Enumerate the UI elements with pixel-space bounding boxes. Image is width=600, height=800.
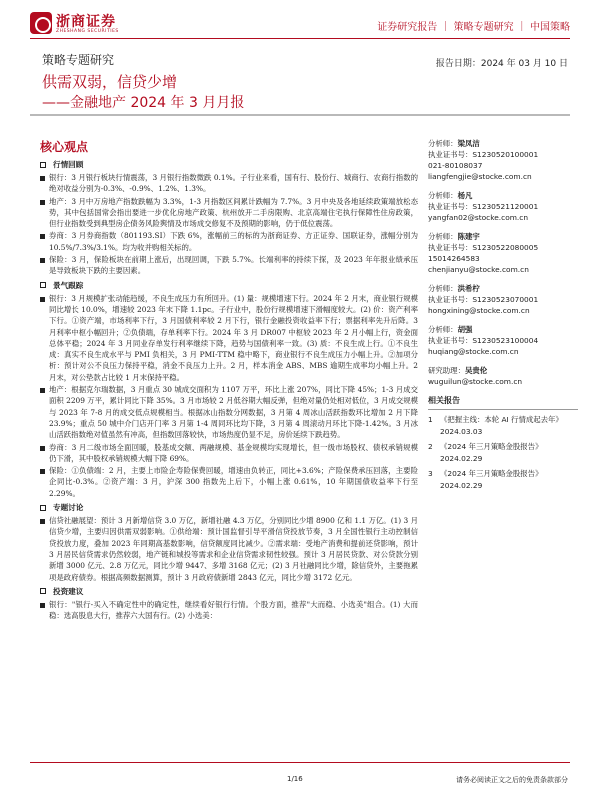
- related-report-item[interactable]: 2 《2024 年三月策略金股报告》 2024.02.29: [428, 442, 543, 463]
- checkbox-square-icon: [40, 162, 46, 168]
- analyst-cert: 执业证书号：S1230520100001: [428, 150, 539, 159]
- page-number: 1/16: [287, 775, 303, 783]
- logo-text: 浙商证券: [56, 14, 116, 30]
- section-heading: 投资建议: [40, 586, 418, 597]
- analyst-phone: 021-80108037: [428, 161, 483, 170]
- bullet-paragraph: 保险：①负债端：2 月，主要上市险企寿险保费回暖，增速由负转正，同比+3.6%；产险保费承压回落，主要险企同比-0.3%。②资产端：3 月，沪深 300 指数先上后下，小幅上涨 0.61%，10 年期国债收益率下行至 2.29%。: [40, 465, 418, 499]
- analyst-email[interactable]: liangfengjie@stocke.com.cn: [428, 172, 532, 181]
- related-report-date: 2024.03.03: [440, 427, 483, 436]
- analyst-cert: 执业证书号：S1230521120001: [428, 202, 539, 211]
- bullet-icon: [40, 176, 45, 181]
- report-date: 报告日期：2024 年 03 月 10 日: [435, 59, 568, 69]
- report-type: 策略专题研究: [42, 53, 115, 67]
- checkbox-square-icon: [40, 505, 46, 511]
- bullet-icon: [40, 200, 45, 205]
- page-header: [30, 8, 570, 36]
- footer-divider: [30, 762, 570, 763]
- analyst-name: 吴贵伦: [464, 366, 488, 375]
- core-view-column: [40, 138, 418, 622]
- bullet-icon: [40, 234, 45, 239]
- analyst-card: 分析师：梁凤洁 执业证书号：S1230520100001 021-80108037 liangfengjie@stocke.com.cn: [428, 138, 578, 182]
- analyst-card: 分析师：陈建宇 执业证书号：S1230522080005 15014264583 chenjianyu@stocke.com.cn: [428, 231, 578, 275]
- analyst-email[interactable]: wuguilun@stocke.com.cn: [428, 377, 523, 386]
- analyst-card: 研究助理：吴贵伦 wuguilun@stocke.com.cn: [428, 365, 578, 387]
- related-report-date: 2024.02.29: [440, 454, 483, 463]
- bullet-icon: [40, 446, 45, 451]
- report-subtitle: ——金融地产 2024 年 3 月月报: [42, 95, 245, 111]
- header-category-nav: 证券研究报告 ｜ 策略专题研究 ｜ 中国策略: [377, 22, 570, 33]
- related-report-title[interactable]: 《2024 年三月策略金股报告》: [440, 442, 543, 451]
- bullet-paragraph: 券商：3 月券商指数（801193.SI）下跌 6%，涨幅前三的标的为浙商证券、方正证券、国联证券，涨幅分别为 10.5%/7.3%/3.1%。均为收并购相关标的。: [40, 230, 418, 253]
- analyst-email[interactable]: chenjianyu@stocke.com.cn: [428, 265, 529, 274]
- related-reports-heading: 相关报告: [428, 395, 578, 410]
- analyst-email[interactable]: huqiang@stocke.com.cn: [428, 347, 519, 356]
- bullet-paragraph: 地产：根据克尔瑞数据，3 月重点 30 城成交面积为 1107 万平，环比上涨 207%，同比下降 45%；1-3 月成交面积 2209 万平，累计同比下降 35%。3 月市场较 2 月低谷期大幅反弹，但绝对量仍处相对低位，3 月成交规模与 2023 年 7-8 月的成交低点规模相当。根据冰山指数分网数据，3 月第 4 周冰山活跃指数环比增加 2 月下降 23.9%；重点 50 城中介门店开门率 3 月第 1-4 周同环比均下降，3 月第 4 周滚动月环比下降-1.42%。3 月冰山活跃指数绝对值虽然有冲高，但指数回落较快，市场热度仍显不足，房价延续下跌趋势。: [40, 384, 418, 440]
- report-title: 供需双弱，信贷少增: [42, 73, 178, 91]
- related-report-item[interactable]: 1 《把握主线：本轮 AI 行情成起去年》 2024.03.03: [428, 415, 563, 436]
- title-divider: [30, 114, 570, 116]
- analyst-name: 梁凤洁: [457, 139, 480, 148]
- analyst-card: 分析师：杨凡 执业证书号：S1230521120001 yangfan02@stocke.com.cn: [428, 190, 578, 223]
- related-report-item[interactable]: 3 《2024 年三月策略金股报告》 2024.02.29: [428, 469, 543, 490]
- checkbox-square-icon: [40, 282, 46, 288]
- logo-subtext: ZHESHANG SECURITIES: [56, 29, 119, 34]
- related-report-title[interactable]: 《2024 年三月策略金股报告》: [440, 469, 543, 478]
- analyst-cert: 执业证书号：S1230523100004: [428, 336, 539, 345]
- analyst-phone: 15014264583: [428, 254, 480, 263]
- section-heading: 行情回顾: [40, 159, 418, 170]
- bullet-icon: [40, 469, 45, 474]
- bullet-paragraph: 地产：3 月中万房地产指数跌幅为 3.3%，1-3 月指数区间累计跌幅为 7.7%。3 月中央及各地延续政策端放松态势，其中包括国常会指出要进一步优化房地产政策、杭州放开二手房限购、北京高端住宅执行保障性住房政策，但行业指数受到典型房企债务风险舆情及市场成交修复不及预期的影响，仍于低位震荡。: [40, 196, 418, 230]
- analyst-card: 分析师：洪希柠 执业证书号：S1230523070001 hongxining@stocke.com.cn: [428, 283, 578, 316]
- analyst-cert: 执业证书号：S1230522080005: [428, 243, 539, 252]
- checkbox-square-icon: [40, 588, 46, 594]
- related-report-title[interactable]: 《把握主线：本轮 AI 行情成起去年》: [440, 415, 563, 424]
- bullet-paragraph: 保险：3 月，保险板块在前期上涨后，出现回调，下跌 5.7%。长端利率的持续下探，及 2023 年年报业绩承压是导致板块下跌的主要因素。: [40, 254, 418, 277]
- bullet-paragraph: 银行："银行-买入不确定性中的确定性，继续看好银行行情。个股方面，推荐"大而稳、小选美"组合。(1) 大而稳：选高股息大行，推荐六大国有行。(2) 小选美：: [40, 599, 418, 622]
- bullet-paragraph: 信贷社融展望：预计 3 月新增信贷 3.0 万亿，新增社融 4.3 万亿，分别同比少增 8900 亿和 1.1 万亿。(1) 3 月信贷少增，主要归因供需双弱影响。①供给端：预计国监督引导平滑信贷投放节奏，3 月全国性银行主动控制信贷投放力度，叠加 2023 年同期高基数影响，信贷额度同比减少。②需求端：受地产消费和提前还贷影响，预计 3 月居民信贷需求仍然较弱，地产链和城投等需求和企业信贷需求韧性较强。预计 3 月居民贷款、对公贷款分别新增 3000 亿元、2.8 万亿元，同比少增 9447、多增 3168 亿元；(2) 3 月社融同比少增，除信贷外，主要拖累项是政府债券。根据高频数据测算，预计 3 月政府债新增 2843 亿元，同比少增 3172 亿元。: [40, 515, 418, 583]
- analyst-card: 分析师：胡强 执业证书号：S1230523100004 huqiang@stocke.com.cn: [428, 324, 578, 357]
- analyst-cert: 执业证书号：S1230523070001: [428, 295, 539, 304]
- company-logo: [30, 12, 140, 38]
- analyst-name: 洪希柠: [457, 284, 480, 293]
- bullet-icon: [40, 258, 45, 263]
- bullet-icon: [40, 603, 45, 608]
- bullet-icon: [40, 388, 45, 393]
- related-report-date: 2024.02.29: [440, 481, 483, 490]
- header-divider: [30, 38, 570, 39]
- sidebar: [428, 138, 578, 495]
- bullet-paragraph: 券商：3 月二级市场全面回暖，股基成交额、两融规模、基金规模均实现增长，但一级市场股权、债权承销规模仍下滑，其中股权承销规模大幅下降 69%。: [40, 442, 418, 465]
- bullet-paragraph: 银行：3 月规模扩张动能趋缓，不良生成压力有所回升。(1) 量：规模增速下行。2024 年 2 月末，商业银行规模同比增长 10.0%，增速较 2023 年末下降 1.1pc。子行业中，股份行规模增速下滑幅度较大。(2) 价：资产利率下行。①资产端，市场利率下行，3 月国债利率较 2 月下行，银行金融投资收益率下行；票据利率先升后降。3 月利率中枢小幅回升；②负债端，存单利率下行。2024 年 3 月 DR007 中枢较 2023 年 2 月小幅上行，资金面总体平稳；2024 年 3 月同业存单发行利率继续下降，趋势与国债利率一致。(3) 质：不良生成上行。①不良生成：真实不良生成水平与 PMI 负相关，3 月 PMI-TTM 稳中略下，商业银行不良生成压力小幅上升。②加项分析：预计对公不良压力保持平稳，消金不良压力上升。2 月，样本消金 ABS、MBS 逾期生成率均小幅上升。2 月末，对公垫款占比较 1 月末保持平稳。: [40, 293, 418, 383]
- bullet-paragraph: 银行：3 月银行板块行情震荡，3 月银行指数微跌 0.1%。子行业来看，国有行、股份行、城商行、农商行指数的绝对收益分别为-0.3%、-0.9%、1.2%、1.3%。: [40, 172, 418, 195]
- analyst-email[interactable]: hongxining@stocke.com.cn: [428, 306, 530, 315]
- analyst-email[interactable]: yangfan02@stocke.com.cn: [428, 213, 529, 222]
- logo-mark-icon: [30, 12, 52, 34]
- core-view-heading: 核心观点: [40, 140, 89, 154]
- analyst-name: 陈建宇: [457, 232, 480, 241]
- bullet-icon: [40, 297, 45, 302]
- bullet-icon: [40, 519, 45, 524]
- analyst-name: 胡强: [457, 325, 473, 334]
- analyst-name: 杨凡: [457, 191, 473, 200]
- section-heading: 专题讨论: [40, 502, 418, 513]
- section-heading: 景气跟踪: [40, 280, 418, 291]
- footer-disclaimer: 请务必阅读正文之后的免责条款部分: [456, 776, 568, 784]
